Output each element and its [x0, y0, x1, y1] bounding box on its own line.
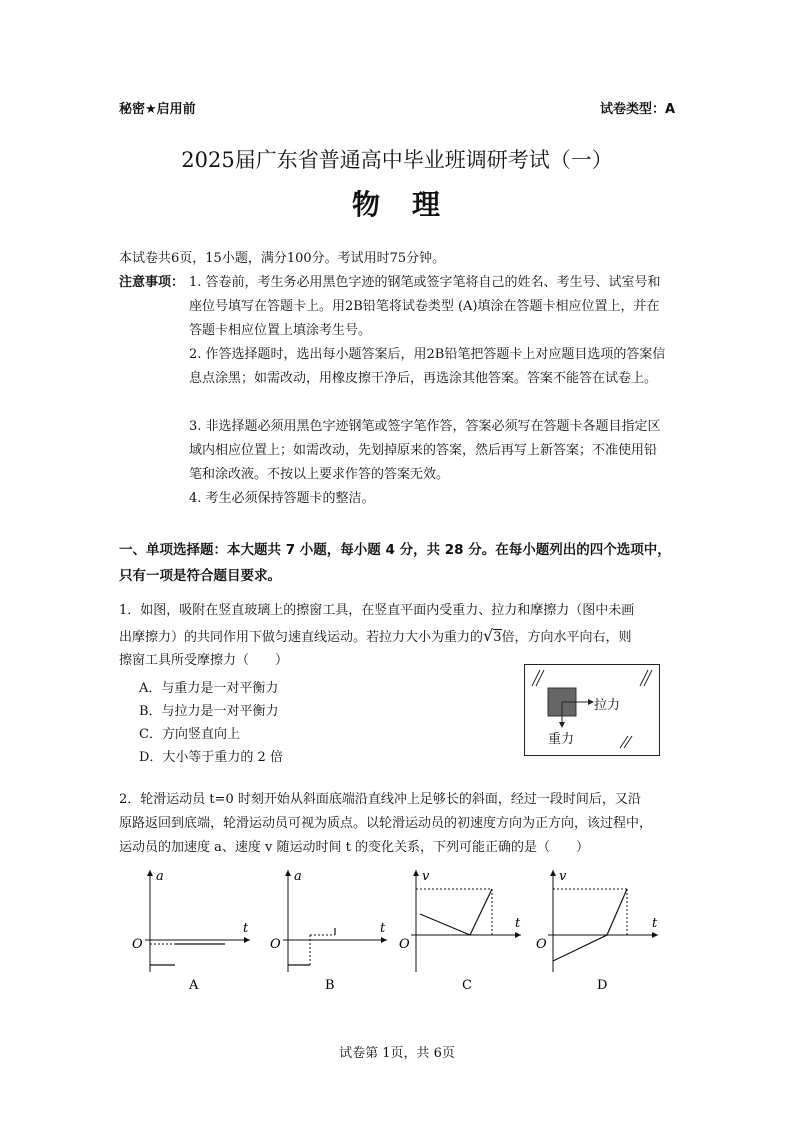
graph-b-ylabel: a — [294, 869, 302, 884]
graph-d — [536, 869, 658, 992]
graph-a-ylabel: a — [156, 869, 164, 884]
q2-line2: 原路返回到底端，轮滑运动员可视为质点。以轮滑运动员的初速度方向为正方向，该过程中， — [119, 816, 653, 831]
graph-b-name: B — [325, 978, 335, 992]
page-footer: 试卷第 1页，共 6页 — [339, 1046, 455, 1061]
pull-label: 拉力 — [594, 698, 621, 713]
graph-c — [399, 869, 521, 992]
q1-line1: 1．如图，吸附在竖直玻璃上的擦窗工具，在竖直平面内受重力、拉力和摩擦力（图中未画 — [119, 603, 635, 618]
note-item: 4. 考生必须保持答题卡的整洁。 — [189, 491, 375, 506]
graph-b-xlabel: t — [380, 921, 386, 936]
q2-line3: 运动员的加速度 a、速度 v 随运动时间 t 的变化关系，下列可能正确的是（ ） — [119, 840, 589, 855]
q1-option-a: A．与重力是一对平衡力 — [139, 681, 279, 696]
graph-a-origin: O — [132, 937, 143, 952]
graph-c-origin: O — [399, 937, 410, 952]
section-heading: 一、单项选择题：本大题共 7 小题，每小题 4 分，共 28 分。在每小题列出的四个选项中，只有一项是符合题目要求。 — [119, 542, 671, 584]
graph-c-name: C — [462, 978, 472, 992]
paper-type-label: 试卷类型：A — [600, 102, 676, 117]
subject-title: 物 理 — [351, 188, 442, 221]
window-cleaner-diagram — [524, 664, 660, 756]
graph-c-xlabel: t — [515, 916, 521, 931]
graph-d-origin: O — [536, 937, 547, 952]
graph-a-name: A — [189, 978, 199, 992]
q1-option-d: D．大小等于重力的 2 倍 — [139, 750, 283, 765]
window-cleaner-figure — [524, 664, 660, 756]
graph-d-name: D — [597, 978, 608, 992]
graph-b-origin: O — [270, 937, 281, 952]
exam-title: 2025届广东省普通高中毕业班调研考试（一） — [181, 148, 613, 172]
q1-option-b: B．与拉力是一对平衡力 — [139, 704, 279, 719]
notes-label: 注意事项： — [119, 275, 185, 290]
note-item: 2. 作答选择题时，选出每小题答案后，用2B铅笔把答题卡上对应题目选项的答案信息点涂黑；如需改动，用橡皮擦干净后，再选涂其他答案。答案不能答在试卷上。 — [189, 347, 666, 386]
graph-b — [270, 869, 387, 992]
note-item: 3. 非选择题必须用黑色字迹钢笔或签字笔作答，答案必须写在答题卡各题目指定区域内相应位置上；如需改动，先划掉原来的答案，然后再写上新答案；不准使用铅笔和涂改液。不按以上要求作答的答案无效。 — [189, 419, 661, 482]
confidential-label: 秘密★启用前 — [119, 102, 196, 117]
gravity-label: 重力 — [548, 732, 575, 747]
q2-line1: 2．轮滑运动员 t=0 时刻开始从斜面底端沿直线冲上足够长的斜面，经过一段时间后，又沿 — [119, 792, 641, 807]
q2-graphs — [125, 862, 665, 992]
sqrt-symbol: √ — [483, 626, 494, 645]
graph-d-ylabel: v — [559, 869, 567, 884]
q1-line2: 出摩擦力）的共同作用下做匀速直线运动。若拉力大小为重力的√3倍，方向水平向右，则 — [119, 626, 632, 645]
graph-c-ylabel: v — [422, 869, 430, 884]
graph-d-xlabel: t — [652, 916, 658, 931]
q1-line3: 擦窗工具所受摩擦力（ ） — [119, 653, 289, 668]
q1-option-c: C．方向竖直向上 — [139, 727, 240, 742]
intro-text: 本试卷共6页，15小题，满分100分。考试用时75分钟。 — [119, 251, 446, 266]
sqrt-value: 3 — [493, 630, 502, 645]
note-item: 1. 答卷前，考生务必用黑色字迹的钢笔或签字笔将自己的姓名、考生号、试室号和座位号填写在答题卡上。用2B铅笔将试卷类型 (A)填涂在答题卡相应位置上，并在答题卡相应位置上填涂考生号。 — [189, 275, 661, 338]
graph-a-xlabel: t — [243, 921, 249, 936]
graph-a — [132, 869, 250, 992]
